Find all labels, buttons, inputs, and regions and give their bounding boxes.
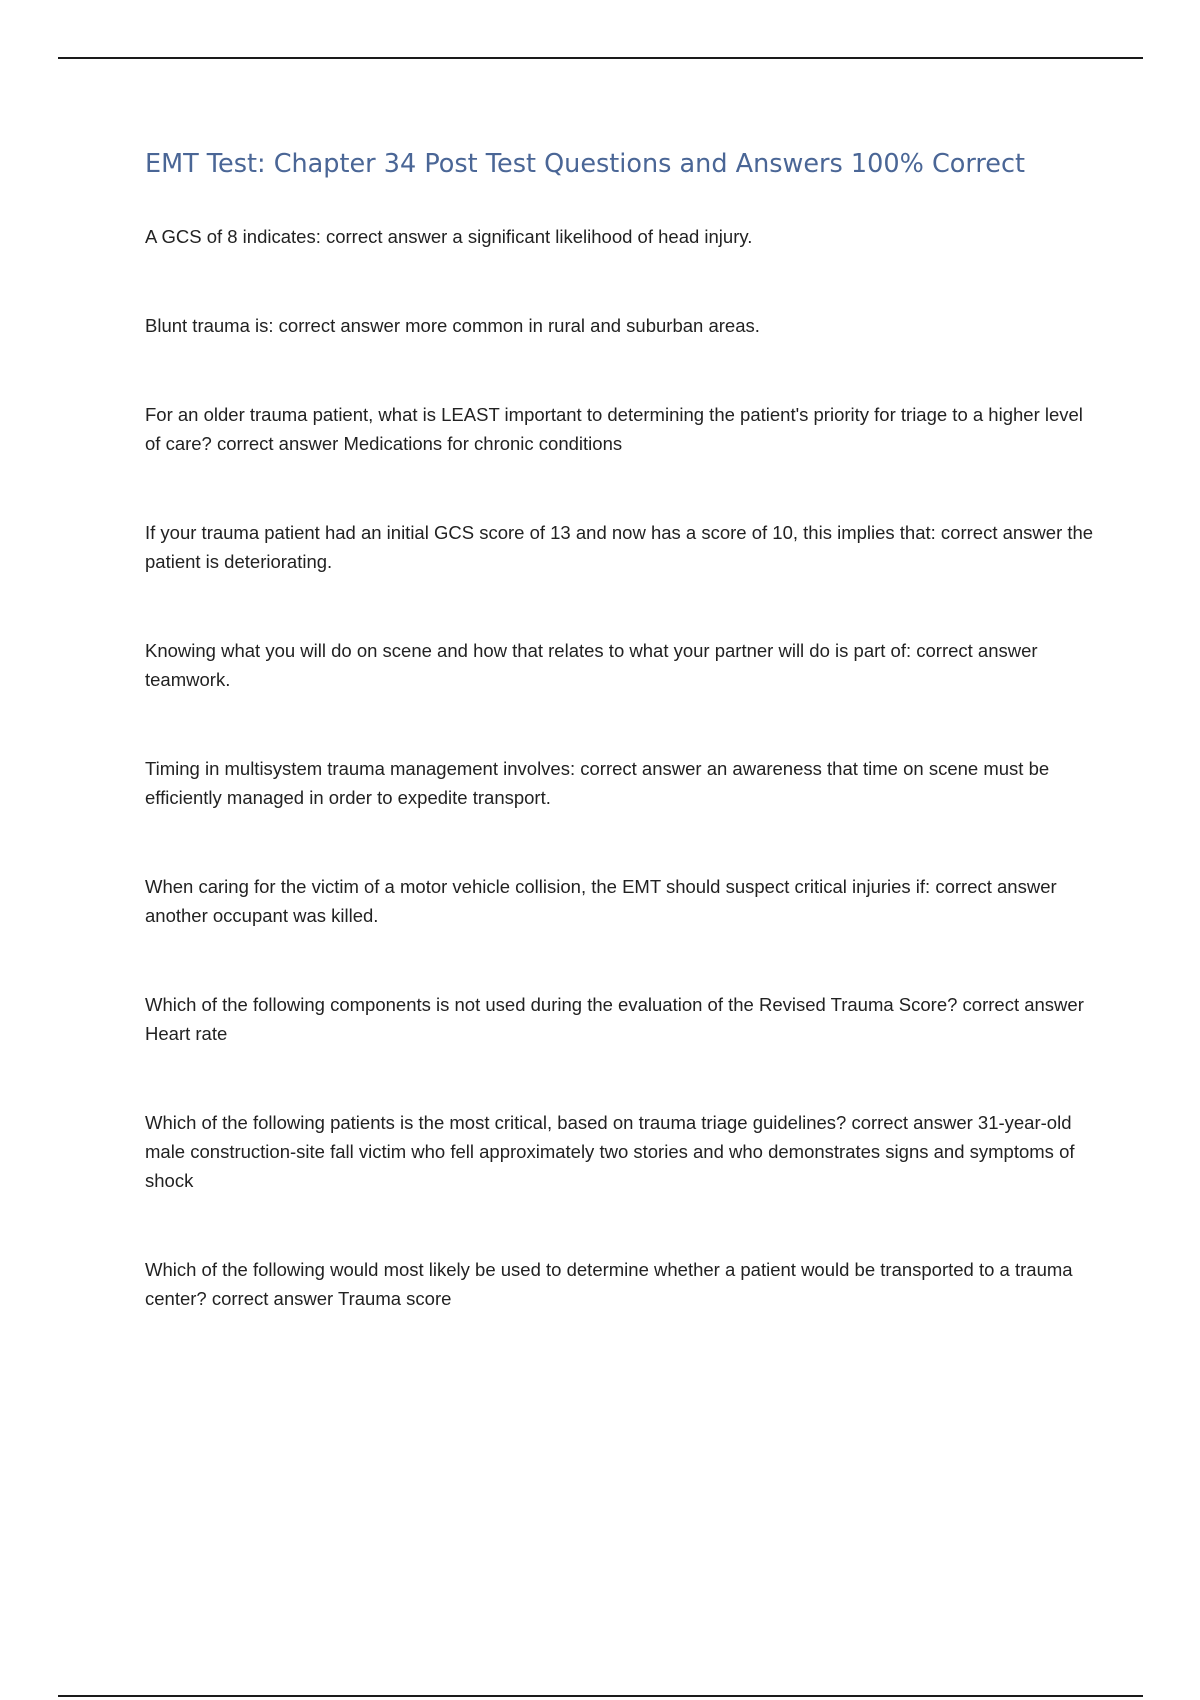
qa-item: For an older trauma patient, what is LEAST important to determining the patient's priority for triage to a higher level of care? correct answer Medications for chronic conditions [145, 404, 1083, 454]
qa-item: Which of the following would most likely be used to determine whether a patient would be transported to a trauma center? correct answer Trauma score [145, 1259, 1073, 1309]
qa-item: When caring for the victim of a motor vehicle collision, the EMT should suspect critical injuries if: correct answer another occupant was killed. [145, 876, 1057, 926]
qa-item: Blunt trauma is: correct answer more common in rural and suburban areas. [145, 315, 760, 336]
qa-item: Which of the following components is not used during the evaluation of the Revised Trauma Score? correct answer Heart rate [145, 994, 1084, 1044]
qa-item: Which of the following patients is the most critical, based on trauma triage guidelines? correct answer 31-year-old male construction-site fall victim who fell approximately two stories and who demonstrates signs and symptoms of shock [145, 1112, 1075, 1191]
qa-item: A GCS of 8 indicates: correct answer a significant likelihood of head injury. [145, 226, 753, 247]
qa-item: Knowing what you will do on scene and how that relates to what your partner will do is part of: correct answer teamwork. [145, 640, 1038, 690]
footer-rule [58, 1695, 1143, 1697]
qa-item: Timing in multisystem trauma management involves: correct answer an awareness that time on scene must be efficiently managed in order to expedite transport. [145, 758, 1050, 808]
document-body [145, 146, 1095, 1373]
qa-item: If your trauma patient had an initial GCS score of 13 and now has a score of 10, this implies that: correct answer the patient is deteriorating. [145, 522, 1094, 572]
qa-list [145, 222, 1095, 1313]
header-rule [58, 57, 1143, 59]
document-title: EMT Test: Chapter 34 Post Test Questions and Answers 100% Correct [145, 149, 1026, 179]
